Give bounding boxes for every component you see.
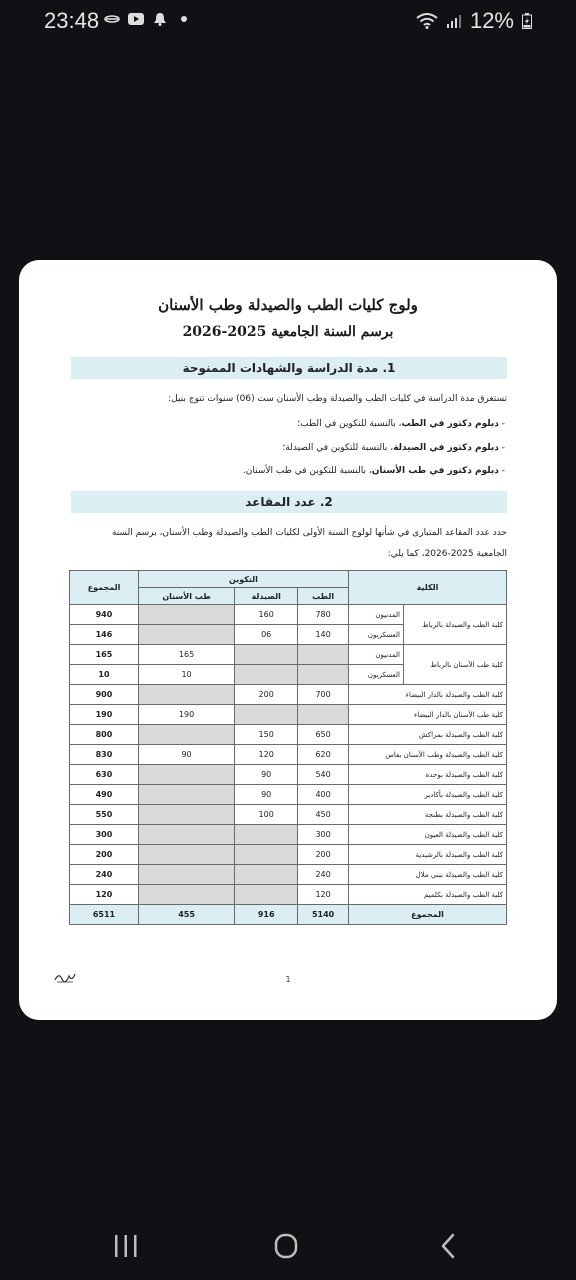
wifi-icon [416,13,438,29]
cell-institution: كلية الطب والصيدلة بمراكش [349,725,507,745]
status-bar [0,0,576,44]
cell-pharmacy: 06 [235,625,298,645]
cell-medicine: 700 [298,685,349,705]
header-medicine: الطب [298,588,349,605]
cell-pharmacy [235,885,298,905]
cell-institution: كلية الطب والصيدلة بالرشيدية [349,845,507,865]
recent-apps-icon[interactable] [106,1230,146,1262]
table-row [70,865,507,885]
cell-pharmacy: 90 [235,765,298,785]
header-pharmacy: الصيدلة [235,588,298,605]
cell-pharmacy [235,845,298,865]
bullet-bold: دبلوم دكتور في الصيدلة [393,443,499,453]
section2-text-line2: الجامعية 2025-2026، كما يلي: [387,549,507,559]
table-totals-row [70,905,507,925]
cell-institution: كلية الطب والصيدلة بوجدة [349,765,507,785]
cell-medicine: 120 [298,885,349,905]
bullet-item: - دبلوم دكتور في الصيدلة، بالنسبة للتكوين في الصيدلة؛ [282,443,505,453]
cell-total: 550 [70,805,139,825]
section-heading-seats: 2. عدد المقاعد [71,491,507,513]
cell-pharmacy: 160 [235,605,298,625]
cell-dentistry [138,845,234,865]
bullet-text: ، بالنسبة للتكوين في طب الأسنان. [242,466,372,476]
dot-icon [176,12,192,26]
back-icon[interactable] [428,1230,468,1262]
header-institution: الكلية [349,571,507,605]
cell-medicine: 540 [298,765,349,785]
cell-dentistry [138,805,234,825]
cell-institution: كلية الطب والصيدلة وطب الأسنان بفاس [349,745,507,765]
document-title: ولوج كليات الطب والصيدلة وطب الأسنان [158,296,418,314]
cell-institution: كلية الطب والصيدلة ببني ملال [349,865,507,885]
navigation-bar [0,1212,576,1280]
cell-category: المدنيون [349,605,404,625]
cell-pharmacy [235,825,298,845]
cell-grand-total: 6511 [70,905,139,925]
cell-total: 146 [70,625,139,645]
cell-medicine: 400 [298,785,349,805]
cell-institution: كلية طب الأسنان بالدار البيضاء [349,705,507,725]
cell-total: 490 [70,785,139,805]
cell-total-dentistry: 455 [138,905,234,925]
cell-total: 830 [70,745,139,765]
header-total: المجموع [70,571,139,605]
cell-pharmacy: 90 [235,785,298,805]
table-row [70,605,507,625]
cell-category: المدنيون [349,645,404,665]
cell-total: 190 [70,705,139,725]
cell-institution: كلية الطب والصيدلة بكلميم [349,885,507,905]
cell-pharmacy [235,665,298,685]
cell-dentistry: 190 [138,705,234,725]
cell-medicine: 300 [298,825,349,845]
cell-pharmacy: 150 [235,725,298,745]
cell-medicine: 450 [298,805,349,825]
cell-medicine: 140 [298,625,349,645]
cell-pharmacy [235,865,298,885]
cell-medicine: 200 [298,845,349,865]
cell-total: 240 [70,865,139,885]
bullet-item: - دبلوم دكتور في الطب، بالنسبة للتكوين في الطب؛ [297,419,505,429]
seats-table [69,570,507,925]
cell-dentistry [138,605,234,625]
cell-dentistry: 90 [138,745,234,765]
bullet-bold: دبلوم دكتور في طب الأسنان [371,466,499,476]
cell-dentistry [138,825,234,845]
cell-medicine: 620 [298,745,349,765]
cell-pharmacy [235,705,298,725]
cell-dentistry [138,865,234,885]
cell-total: 165 [70,645,139,665]
table-row [70,765,507,785]
battery-charging-icon [522,13,532,29]
cell-institution: كلية طب الأسنان بالرباط [404,645,507,685]
cell-institution: كلية الطب والصيدلة بطنجة [349,805,507,825]
home-icon[interactable] [266,1230,306,1262]
section2-text-line1: حدد عدد المقاعد المتبارى في شأنها لولوج السنة الأولى لكليات الطب والصيدلة وطب الأسنان، برسم السنة [111,528,507,538]
cell-total: 120 [70,885,139,905]
cell-dentistry [138,625,234,645]
cell-institution: كلية الطب والصيدلة بأكادير [349,785,507,805]
cell-total-pharmacy: 916 [235,905,298,925]
cell-pharmacy [235,645,298,665]
cell-medicine [298,645,349,665]
cell-total-medicine: 5140 [298,905,349,925]
cell-pharmacy: 200 [235,685,298,705]
signal-icon [446,13,462,29]
table-row [70,645,507,665]
cell-dentistry: 165 [138,645,234,665]
airplane-logo-icon [104,12,120,26]
table-row [70,705,507,725]
cell-dentistry [138,765,234,785]
table-row [70,825,507,845]
cell-total: 10 [70,665,139,685]
table-row [70,885,507,905]
cell-institution: كلية الطب والصيدلة العيون [349,825,507,845]
document-page [19,260,557,1020]
table-row [70,745,507,765]
section1-intro: تستغرق مدة الدراسة في كليات الطب والصيدلة وطب الأسنان ست (06) سنوات تتوج بنيل: [168,394,507,404]
status-time: 23:48 [44,8,100,33]
notification-bell-icon [152,12,168,26]
cell-category: العسكريون [349,625,404,645]
cell-totals-label: المجموع [349,905,507,925]
table-row [70,725,507,745]
bullet-bold: دبلوم دكتور في الطب [401,419,499,429]
cell-total: 300 [70,825,139,845]
header-dentistry: طب الأسنان [138,588,234,605]
cell-pharmacy: 120 [235,745,298,765]
cell-dentistry [138,885,234,905]
status-notification-icons [104,12,192,26]
cell-total: 800 [70,725,139,745]
cell-dentistry: 10 [138,665,234,685]
bullet-text: ، بالنسبة للتكوين في الطب؛ [297,419,402,429]
cell-total: 940 [70,605,139,625]
cell-dentistry [138,685,234,705]
table-row [70,685,507,705]
cell-total: 900 [70,685,139,705]
table-row [70,845,507,865]
table-header-row [70,571,507,588]
table-row [70,785,507,805]
status-system-icons [416,8,532,34]
cell-category: العسكريون [349,665,404,685]
document-viewer-page[interactable] [19,260,557,1020]
table-row [70,805,507,825]
cell-dentistry [138,725,234,745]
cell-institution: كلية الطب والصيدلة بالدار البيضاء [349,685,507,705]
battery-percent: 12% [469,8,514,33]
cell-total: 630 [70,765,139,785]
section-heading-duration: 1. مدة الدراسة والشهادات الممنوحة [71,357,507,379]
document-subtitle: برسم السنة الجامعية 2025-2026 [182,324,394,340]
cell-medicine: 240 [298,865,349,885]
cell-medicine: 780 [298,605,349,625]
header-training: التكوين [138,571,348,588]
cell-dentistry [138,785,234,805]
bullet-item: - دبلوم دكتور في طب الأسنان، بالنسبة للتكوين في طب الأسنان. [242,466,505,476]
page-number: 1 [285,975,291,984]
cell-institution: كلية الطب والصيدلة بالرباط [404,605,507,645]
youtube-icon [128,12,144,26]
cell-total: 200 [70,845,139,865]
cell-medicine [298,705,349,725]
cell-pharmacy: 100 [235,805,298,825]
cell-medicine: 650 [298,725,349,745]
bullet-text: ، بالنسبة للتكوين في الصيدلة؛ [282,443,394,453]
cell-medicine [298,665,349,685]
